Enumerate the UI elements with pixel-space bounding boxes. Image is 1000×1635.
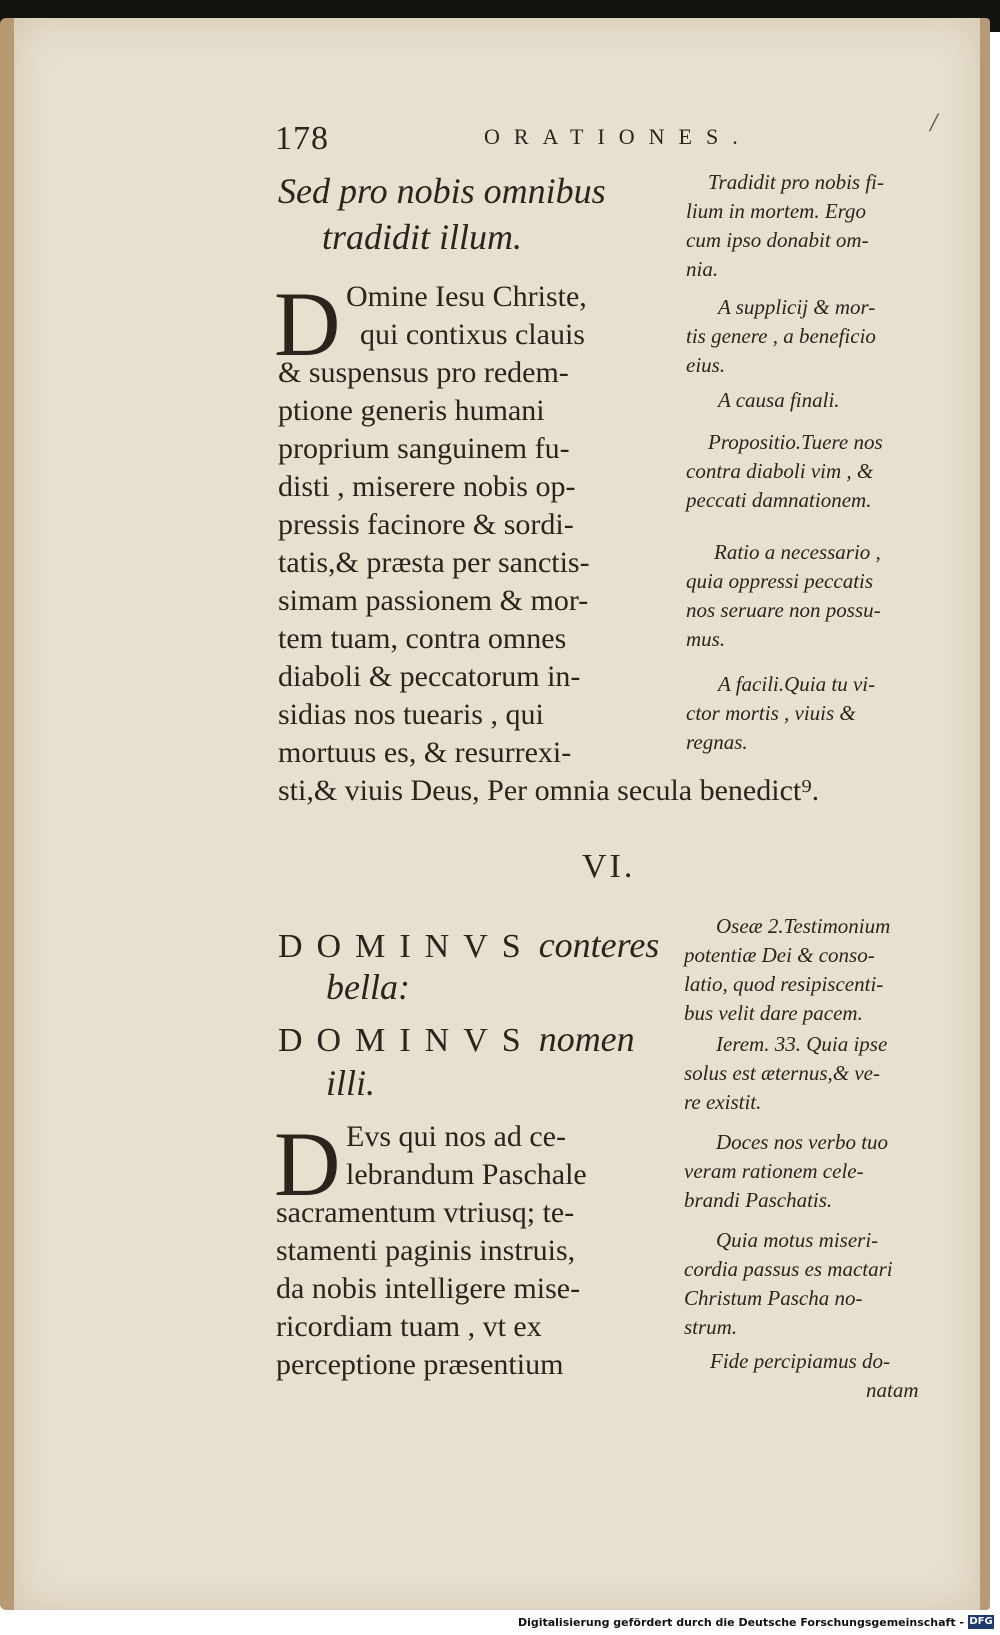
section1-note-4: nia. bbox=[686, 257, 719, 281]
section2-note-10: brandi Paschatis. bbox=[684, 1188, 833, 1212]
section1-note-17: ctor mortis , viuis & bbox=[686, 701, 856, 725]
section2-note-13: Christum Pascha no- bbox=[684, 1286, 863, 1310]
footer-credit: Digitalisierung gefördert durch die Deutsche Forschungsgemeinschaft - bbox=[517, 1616, 964, 1629]
section2-verse-2-cont: illi. bbox=[326, 1063, 376, 1103]
section1-note-13: quia oppressi peccatis bbox=[686, 569, 874, 593]
section2-note-3: latio, quod resipiscenti- bbox=[684, 972, 884, 996]
section2-verse-1 bbox=[278, 922, 659, 968]
section1-line-1: Omine Iesu Christe, bbox=[346, 280, 587, 313]
section1-line-8: tatis,& præsta per sanctis- bbox=[278, 546, 590, 579]
section2-drop-cap: D bbox=[274, 1113, 341, 1215]
section2-note-6: solus est æternus,& ve- bbox=[684, 1061, 880, 1085]
section1-line-5: proprium sanguinem fu- bbox=[278, 432, 570, 465]
verse1-italic: conteres bbox=[538, 925, 660, 965]
section1-note-18: regnas. bbox=[686, 730, 748, 754]
section2-line-1: Evs qui nos ad ce- bbox=[346, 1120, 566, 1153]
section1-note-15: mus. bbox=[686, 627, 726, 651]
section2-line-4: stamenti paginis instruis, bbox=[276, 1234, 576, 1267]
section2-note-16: natam bbox=[866, 1378, 919, 1402]
section1-note-12: Ratio a necessario , bbox=[714, 540, 881, 564]
page-number: 178 bbox=[275, 120, 329, 157]
section2-verse-2 bbox=[278, 1016, 635, 1062]
verse1-dominus: DOMINVS bbox=[278, 928, 535, 965]
section2-note-12: cordia passus es mactari bbox=[684, 1257, 893, 1281]
section2-note-9: veram rationem cele- bbox=[684, 1159, 864, 1183]
section1-note-7: eius. bbox=[686, 353, 726, 377]
section1-line-14: sti,& viuis Deus, Per omnia secula benedict⁹. bbox=[278, 774, 820, 807]
section1-note-11: peccati damnationem. bbox=[686, 488, 872, 512]
section1-note-8: A causa finali. bbox=[718, 388, 840, 412]
dfg-logo: DFG bbox=[969, 1616, 993, 1627]
verse2-italic: nomen bbox=[538, 1019, 635, 1059]
section1-note-14: nos seruare non possu- bbox=[686, 598, 881, 622]
section1-line-10: tem tuam, contra omnes bbox=[278, 622, 567, 655]
section1-note-5: A supplicij & mor- bbox=[718, 295, 876, 319]
section2-line-3: sacramentum vtriusq; te- bbox=[276, 1196, 575, 1229]
section1-note-6: tis genere , a beneficio bbox=[686, 324, 876, 348]
section1-note-10: contra diaboli vim , & bbox=[686, 459, 874, 483]
section2-number: VI. bbox=[582, 848, 636, 885]
section1-line-9: simam passionem & mor- bbox=[278, 584, 589, 617]
section2-line-6: ricordiam tuam , vt ex bbox=[276, 1310, 542, 1343]
page-mark: / bbox=[930, 108, 938, 137]
section2-note-4: bus velit dare pacem. bbox=[684, 1001, 863, 1025]
section1-note-1: Tradidit pro nobis fi- bbox=[708, 170, 885, 194]
section1-line-13: mortuus es, & resurrexi- bbox=[278, 736, 572, 769]
section1-note-3: cum ipso donabit om- bbox=[686, 228, 869, 252]
section2-note-7: re existit. bbox=[684, 1090, 762, 1114]
section1-note-9: Propositio.Tuere nos bbox=[708, 430, 883, 454]
verse2-dominus: DOMINVS bbox=[278, 1022, 535, 1059]
section1-line-3: & suspensus pro redem- bbox=[278, 356, 569, 389]
section1-line-2: qui contixus clauis bbox=[360, 318, 585, 351]
section1-note-2: lium in mortem. Ergo bbox=[686, 199, 867, 223]
section2-note-11: Quia motus miseri- bbox=[716, 1228, 879, 1252]
section2-note-8: Doces nos verbo tuo bbox=[716, 1130, 889, 1154]
section2-note-1: Oseæ 2.Testimonium bbox=[716, 914, 891, 938]
section1-note-16: A facili.Quia tu vi- bbox=[718, 672, 876, 696]
section2-verse-1-cont: bella: bbox=[326, 967, 410, 1007]
section1-line-7: pressis facinore & sordi- bbox=[278, 508, 574, 541]
section2-line-2: lebrandum Paschale bbox=[346, 1158, 587, 1191]
section2-line-5: da nobis intelligere mise- bbox=[276, 1272, 581, 1305]
section2-note-2: potentiæ Dei & conso- bbox=[684, 943, 875, 967]
section1-line-11: diaboli & peccatorum in- bbox=[278, 660, 581, 693]
section1-drop-cap: D bbox=[274, 273, 341, 375]
section1-line-12: sidias nos tuearis , qui bbox=[278, 698, 544, 731]
running-title: ORATIONES. bbox=[484, 124, 752, 149]
section2-note-15: Fide percipiamus do- bbox=[710, 1349, 891, 1373]
section1-line-6: disti , miserere nobis op- bbox=[278, 470, 576, 503]
section1-line-4: ptione generis humani bbox=[278, 394, 545, 427]
section1-head-line1: Sed pro nobis omnibus bbox=[278, 171, 606, 211]
section1-head-line2: tradidit illum. bbox=[322, 217, 523, 257]
section2-line-7: perceptione præsentium bbox=[276, 1348, 564, 1381]
section2-note-14: strum. bbox=[684, 1315, 738, 1339]
section2-note-5: Ierem. 33. Quia ipse bbox=[716, 1032, 888, 1056]
